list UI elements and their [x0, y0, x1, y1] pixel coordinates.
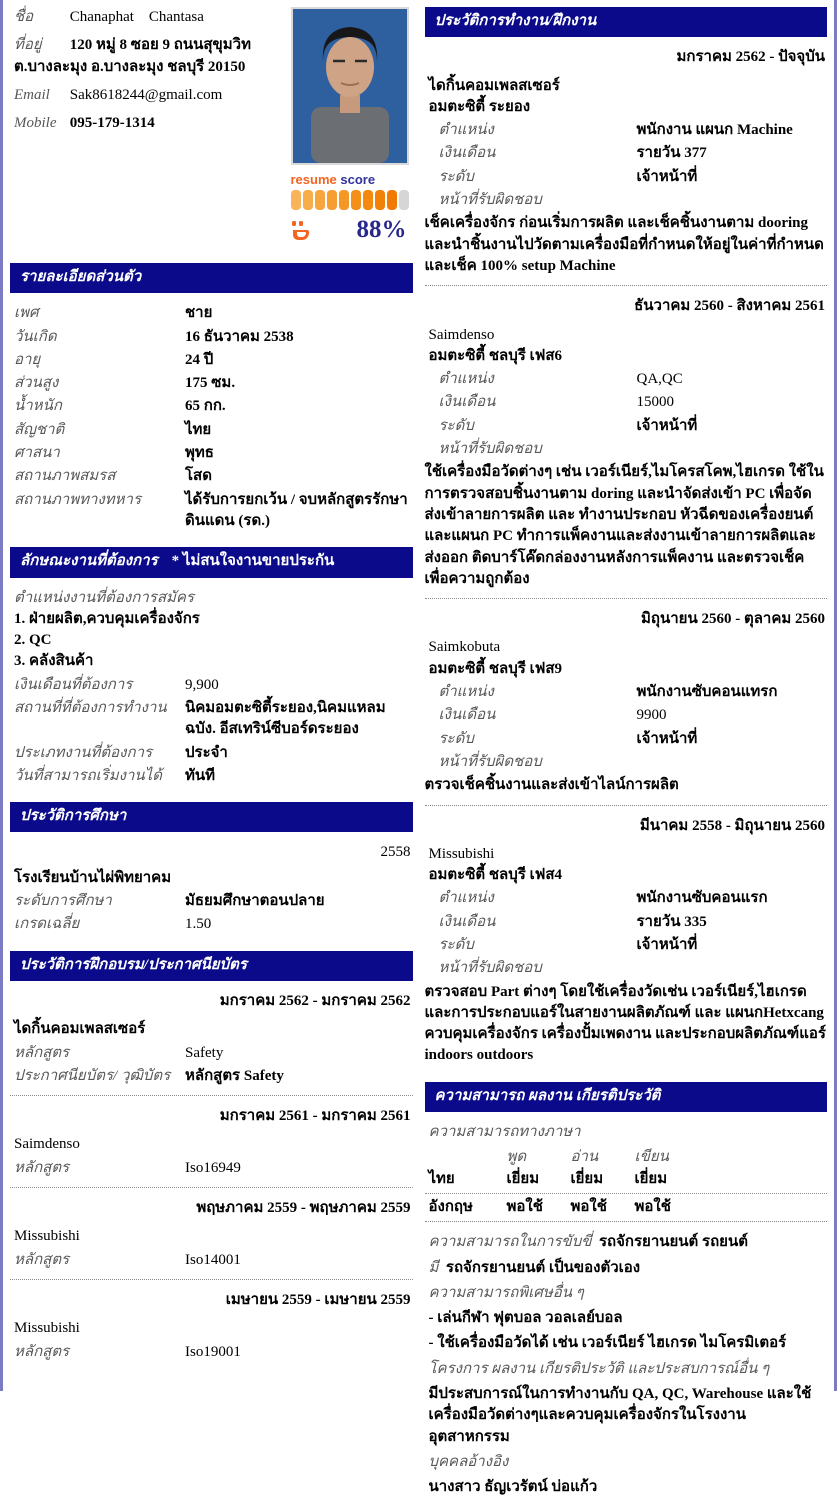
row-value: ชาย	[185, 305, 213, 322]
detail-row	[10, 327, 413, 348]
row-value: หลักสูตร Safety	[185, 1067, 284, 1084]
section-header-work: ประวัติการทำงาน/ฝึกงาน	[425, 7, 828, 37]
row-value: 16 ธันวาคม 2538	[185, 328, 294, 345]
company-name: Saimdenso	[428, 326, 495, 343]
row-label: หลักสูตร	[14, 1343, 70, 1360]
section-header-training: ประวัติการฝึกอบรม/ประกาศนียบัตร	[10, 951, 413, 981]
company-location: อมตะซิตี้ ชลบุรี เฟส6	[428, 347, 562, 364]
row-label: สถานภาพสมรส	[14, 468, 116, 485]
company-name: Saimkobuta	[428, 639, 501, 656]
duty-label: หน้าที่รับผิดชอบ	[438, 960, 542, 977]
detail-row	[10, 420, 413, 441]
language-table-header	[425, 1147, 828, 1168]
entry-divider	[425, 598, 828, 599]
position-list-label: ตำแหน่งงานที่ต้องการสมัคร	[14, 589, 194, 606]
driving-line	[425, 1232, 828, 1253]
training-date: มกราคม 2562 - มกราคม 2562	[219, 992, 411, 1009]
row-label: สถานที่ที่ต้องการทำงาน	[14, 700, 167, 716]
row-value: รายวัน 377	[636, 145, 707, 162]
driving-label: ความสามารถในการขับขี่	[428, 1234, 592, 1251]
education-year: 2558	[380, 844, 411, 861]
row-value: เจ้าหน้าที่	[636, 730, 698, 747]
position-item: 2. QC	[14, 632, 52, 649]
training-org: Saimdenso	[14, 1136, 80, 1153]
section-header-personal: รายละเอียดส่วนตัว	[10, 263, 413, 293]
work-entry	[425, 47, 828, 286]
row-label: วันที่สามารถเริ่มงานได้	[14, 767, 162, 784]
row-label: เพศ	[14, 305, 39, 322]
own-value: รถจักรยานยนต์ เป็นของตัวเอง	[445, 1259, 641, 1276]
row-value: พนักงาน แผนก Machine	[636, 122, 793, 139]
section-header-education: ประวัติการศึกษา	[10, 802, 413, 832]
training-entries	[10, 991, 413, 1363]
score-brand-text: score	[340, 172, 376, 187]
mobile-line	[14, 113, 281, 134]
duty-label: หน้าที่รับผิดชอบ	[438, 441, 542, 458]
language-speak: พอใช้	[506, 1198, 543, 1215]
row-label: ระดับการศึกษา	[14, 893, 112, 910]
address-line	[14, 35, 281, 78]
entry-divider	[425, 285, 828, 286]
own-label: มี	[428, 1259, 439, 1276]
row-label: เงินเดือน	[438, 707, 496, 724]
score-bar	[303, 190, 313, 210]
detail-row	[425, 167, 828, 188]
score-bar	[375, 190, 385, 210]
detail-row	[10, 914, 413, 935]
work-entries	[425, 47, 828, 1066]
resume-score-widget	[291, 171, 411, 248]
duty-text: ใช้เครื่องมือวัดต่างๆ เช่น เวอร์เนียร์,ไมโครสโคพ,ไฮเกรด ใช้ในการตรวจสอบชิ้นงานตาม doring และนำจัดส่งเข้า PC เพื่อจัดส่งเข้าลายการผลิต และ ทำงานประกอบ หัวฉีดของเครื่องยนต์ และแผนก PC ทำการแพ็คงานและส่งงานเข้าลายการผลิตและส่งออก ติดบาร์โค๊ดกล่องงานหลังการแพ็คงาน และตรวจเช็คเพื่อความถูกต้อง	[424, 464, 824, 587]
special-skill-label: ความสามารถพิเศษอื่น ๆ	[428, 1284, 584, 1301]
detail-row	[10, 350, 413, 371]
row-label: เงินเดือน	[438, 145, 496, 162]
projects-label: โครงการ ผลงาน เกียรติประวัติ และประสบการณ์อื่น ๆ	[428, 1360, 770, 1377]
score-bar	[327, 190, 337, 210]
work-date: มกราคม 2562 - ปัจจุบัน	[676, 49, 825, 66]
driving-value: รถจักรยานยนต์ รถยนต์	[598, 1234, 748, 1251]
row-label: ศาสนา	[14, 445, 60, 462]
duty-label: หน้าที่รับผิดชอบ	[438, 753, 542, 770]
language-name: อังกฤษ	[428, 1198, 473, 1215]
training-entry	[10, 1290, 413, 1363]
score-bar	[315, 190, 325, 210]
detail-row	[10, 891, 413, 912]
mobile-label: Mobile	[14, 115, 57, 132]
row-value: Iso16949	[185, 1159, 241, 1176]
reference-value: นางสาว ธัญเวรัตน์ บ่อแก้ว	[428, 1479, 598, 1496]
training-org: Missubishi	[14, 1228, 80, 1245]
row-value: 65 กก.	[185, 398, 226, 415]
duty-text: ตรวจเช็คชิ้นงานและส่งเข้าไลน์การผลิต	[424, 777, 679, 794]
row-value: Iso14001	[185, 1251, 241, 1268]
row-label: สัญชาติ	[14, 421, 65, 438]
detail-row	[10, 743, 413, 764]
row-label: ประกาศนียบัตร/ วุฒิบัตร	[14, 1067, 171, 1084]
row-value: Iso19001	[185, 1343, 241, 1360]
row-label: เงินเดือนที่ต้องการ	[14, 676, 133, 693]
row-value: 1.50	[185, 916, 212, 933]
row-value: 9,900	[185, 676, 219, 693]
language-col-read: อ่าน	[570, 1149, 599, 1166]
detail-row	[10, 1066, 413, 1087]
training-date: เมษายน 2559 - เมษายน 2559	[225, 1291, 411, 1308]
detail-row	[10, 698, 413, 741]
work-date: มีนาคม 2558 - มิถุนายน 2560	[639, 817, 825, 834]
special-skill-item: - ใช้เครื่องมือวัดได้ เช่น เวอร์เนียร์ ไฮเกรด ไมโครมิเตอร์	[428, 1335, 787, 1352]
row-value: 15000	[636, 394, 674, 411]
row-value: ได้รับการยกเว้น / จบหลักสูตรรักษาดินแดน (รด.)	[185, 491, 408, 529]
detail-row	[10, 443, 413, 464]
row-label: เงินเดือน	[438, 913, 496, 930]
detail-row	[425, 912, 828, 933]
training-date: มกราคม 2561 - มกราคม 2561	[219, 1108, 411, 1125]
row-value: 9900	[636, 707, 667, 724]
row-label: ส่วนสูง	[14, 375, 59, 392]
entry-divider	[10, 1279, 413, 1280]
duty-text: ตรวจสอบ Part ต่างๆ โดยใช้เครื่องวัดเช่น เวอร์เนียร์,ไฮเกรด และการประกอบแอร์ในสายงานผลิตภัณฑ์ และ แผนกHetxcang ควบคุมเครื่องจักร เครื่องปั้มเพดงาน และประกอบผลิตภัณฑ์แอร์ indoors outdoors	[424, 983, 826, 1064]
detail-row	[10, 1158, 413, 1179]
left-column	[10, 7, 413, 1503]
score-bar	[387, 190, 397, 210]
resume-page	[3, 0, 834, 1503]
row-label: หลักสูตร	[14, 1044, 70, 1061]
row-value: ทันที	[185, 767, 216, 784]
skills-section	[425, 1122, 828, 1498]
name-label: ชื่อ	[14, 9, 34, 25]
row-label: ระดับ	[438, 936, 474, 953]
special-skill-item: - เล่นกีฬา ฟุตบอล วอลเลย์บอล	[428, 1310, 623, 1327]
training-entry	[10, 1106, 413, 1188]
email-label: Email	[14, 86, 50, 103]
language-col-blank	[429, 1147, 507, 1168]
detail-row	[425, 120, 828, 141]
detail-row	[10, 1342, 413, 1363]
detail-row	[425, 682, 828, 703]
right-column	[425, 7, 828, 1503]
language-col-write: เขียน	[634, 1149, 669, 1166]
row-value: Safety	[185, 1044, 224, 1061]
training-entry	[10, 991, 413, 1096]
work-entry	[425, 609, 828, 805]
language-name: ไทย	[428, 1170, 455, 1187]
name-value: Chanaphat Chantasa	[69, 9, 204, 25]
entry-divider	[10, 1187, 413, 1188]
row-value: 24 ปี	[185, 351, 214, 368]
language-read: พอใช้	[570, 1198, 607, 1215]
training-entry	[10, 1198, 413, 1280]
score-bar	[339, 190, 349, 210]
personal-details	[10, 303, 413, 532]
detail-row	[10, 1250, 413, 1271]
desired-job-title: ลักษณะงานที่ต้องการ	[20, 553, 158, 570]
school-name: โรงเรียนบ้านไผ่พิทยาคม	[14, 869, 172, 886]
score-bar	[351, 190, 361, 210]
row-value: พนักงานซับคอนแรก	[636, 890, 768, 907]
row-label: ประเภทงานที่ต้องการ	[14, 744, 153, 761]
detail-row	[10, 1043, 413, 1064]
entry-divider	[10, 1095, 413, 1096]
desired-job-note: * ไม่สนใจงานขายประกัน	[171, 553, 335, 570]
vehicle-own-line	[425, 1258, 828, 1279]
row-value: เจ้าหน้าที่	[636, 936, 698, 953]
row-label: ระดับ	[438, 730, 474, 747]
row-label: น้ำหนัก	[14, 398, 62, 415]
language-speak: เยี่ยม	[506, 1170, 540, 1187]
smiley-icon	[291, 219, 313, 241]
row-value: พุทธ	[185, 445, 214, 462]
detail-row	[425, 729, 828, 750]
detail-row	[425, 143, 828, 164]
work-entry	[425, 816, 828, 1067]
address-value: 120 หมู่ 8 ซอย 9 ถนนสุขุมวิท ต.บางละมุง อ.บางละมุง ชลบุรี 20150	[14, 37, 255, 75]
position-item: 3. คลังสินค้า	[14, 653, 94, 670]
row-value: ไทย	[185, 421, 212, 438]
detail-row	[10, 396, 413, 417]
projects-value: มีประสบการณ์ในการทำงานกับ QA, QC, Warehouse และใช้เครื่องมือวัดต่างๆและควบคุมเครื่องจักรในโรงงานอุตสาหกรรม	[428, 1386, 812, 1445]
row-label: ตำแหน่ง	[438, 684, 494, 701]
row-label: ตำแหน่ง	[438, 122, 494, 139]
resume-score-percent: 88%	[356, 216, 407, 244]
row-value: มัธยมศึกษาตอนปลาย	[185, 893, 325, 910]
language-write: เยี่ยม	[634, 1170, 668, 1187]
row-label: สถานภาพทางทหาร	[14, 491, 142, 508]
company-name: ไดกิ้นคอมเพลสเซอร์	[428, 77, 560, 94]
training-org: ไดกิ้นคอมเพลสเซอร์	[14, 1021, 146, 1038]
name-line	[14, 7, 281, 28]
row-value: 175 ซม.	[185, 375, 236, 392]
detail-row	[10, 466, 413, 487]
portrait-photo	[291, 7, 409, 165]
desired-job-details	[10, 588, 413, 788]
row-value: รายวัน 335	[636, 913, 707, 930]
company-location: อมตะซิตี้ ชลบุรี เฟส9	[428, 660, 562, 677]
score-bar-empty	[399, 190, 409, 210]
company-name: Missubishi	[428, 845, 495, 862]
email-value: Sak8618244@gmail.com	[69, 86, 223, 103]
row-label: วันเกิด	[14, 328, 57, 345]
row-value: พนักงานซับคอนแทรก	[636, 684, 778, 701]
language-skill-label: ความสามารถทางภาษา	[428, 1124, 581, 1141]
photo-column	[291, 7, 413, 248]
score-bars	[291, 190, 411, 210]
resume-brand-text: resume	[290, 172, 337, 187]
row-value: QA,QC	[636, 371, 683, 388]
detail-row	[10, 373, 413, 394]
detail-row	[425, 392, 828, 413]
duty-label: หน้าที่รับผิดชอบ	[438, 192, 542, 209]
work-date: มิถุนายน 2560 - ตุลาคม 2560	[641, 611, 825, 628]
row-label: เงินเดือน	[438, 394, 496, 411]
language-row	[425, 1169, 828, 1194]
detail-row	[425, 369, 828, 390]
language-row	[425, 1197, 828, 1222]
contact-text	[10, 7, 281, 248]
row-label: เกรดเฉลี่ย	[14, 916, 80, 933]
contact-block	[10, 7, 413, 248]
row-label: อายุ	[14, 351, 41, 368]
resume-score-logo	[291, 171, 411, 189]
detail-row	[425, 935, 828, 956]
reference-label: บุคคลอ้างอิง	[428, 1453, 509, 1470]
section-header-skills: ความสามารถ ผลงาน เกียรติประวัติ	[425, 1082, 828, 1112]
detail-row	[425, 888, 828, 909]
detail-row	[425, 416, 828, 437]
detail-row	[425, 705, 828, 726]
duty-text: เช็คเครื่องจักร ก่อนเริ่มการผลิต และเช็คชิ้นงานตาม dooring และนำชิ้นงานไปวัดตามเครื่องมือที่กำหนดให้อยู่ในค่าที่กำหนด และเช็ค 100% setup Machine	[424, 215, 824, 274]
mobile-value: 095-179-1314	[69, 115, 155, 132]
row-value: โสด	[185, 468, 212, 485]
education-entry	[10, 842, 413, 935]
training-date: พฤษภาคม 2559 - พฤษภาคม 2559	[196, 1200, 411, 1217]
row-label: ระดับ	[438, 417, 474, 434]
row-value: เจ้าหน้าที่	[636, 417, 698, 434]
score-bar	[291, 190, 301, 210]
language-col-speak: พูด	[506, 1149, 527, 1166]
row-label: ตำแหน่ง	[438, 371, 494, 388]
row-label: ตำแหน่ง	[438, 890, 494, 907]
row-label: หลักสูตร	[14, 1251, 70, 1268]
detail-row	[10, 766, 413, 787]
row-value: นิคมอมตะซิตี้ระยอง,นิคมแหลมฉบัง. อีสเทริน์ซีบอร์ดระยอง	[185, 700, 386, 738]
detail-row	[10, 490, 413, 533]
training-org: Missubishi	[14, 1320, 80, 1337]
address-label: ที่อยู่	[14, 37, 42, 54]
score-value-row	[291, 212, 411, 248]
language-write: พอใช้	[634, 1198, 671, 1215]
detail-row	[10, 303, 413, 324]
work-date: ธันวาคม 2560 - สิงหาคม 2561	[634, 298, 825, 315]
row-value: ประจำ	[185, 744, 228, 761]
position-item: 1. ฝ่ายผลิต,ควบคุมเครื่องจักร	[14, 610, 200, 627]
row-label: ระดับ	[438, 168, 474, 185]
section-header-desired-job	[10, 547, 413, 577]
language-read: เยี่ยม	[570, 1170, 604, 1187]
detail-row	[10, 675, 413, 696]
row-value: เจ้าหน้าที่	[636, 168, 698, 185]
company-location: อมตะซิตี้ ระยอง	[428, 98, 531, 115]
company-location: อมตะซิตี้ ชลบุรี เฟส4	[428, 867, 562, 884]
score-bar	[363, 190, 373, 210]
email-line	[14, 85, 281, 106]
work-entry	[425, 296, 828, 599]
row-label: หลักสูตร	[14, 1159, 70, 1176]
entry-divider	[425, 805, 828, 806]
